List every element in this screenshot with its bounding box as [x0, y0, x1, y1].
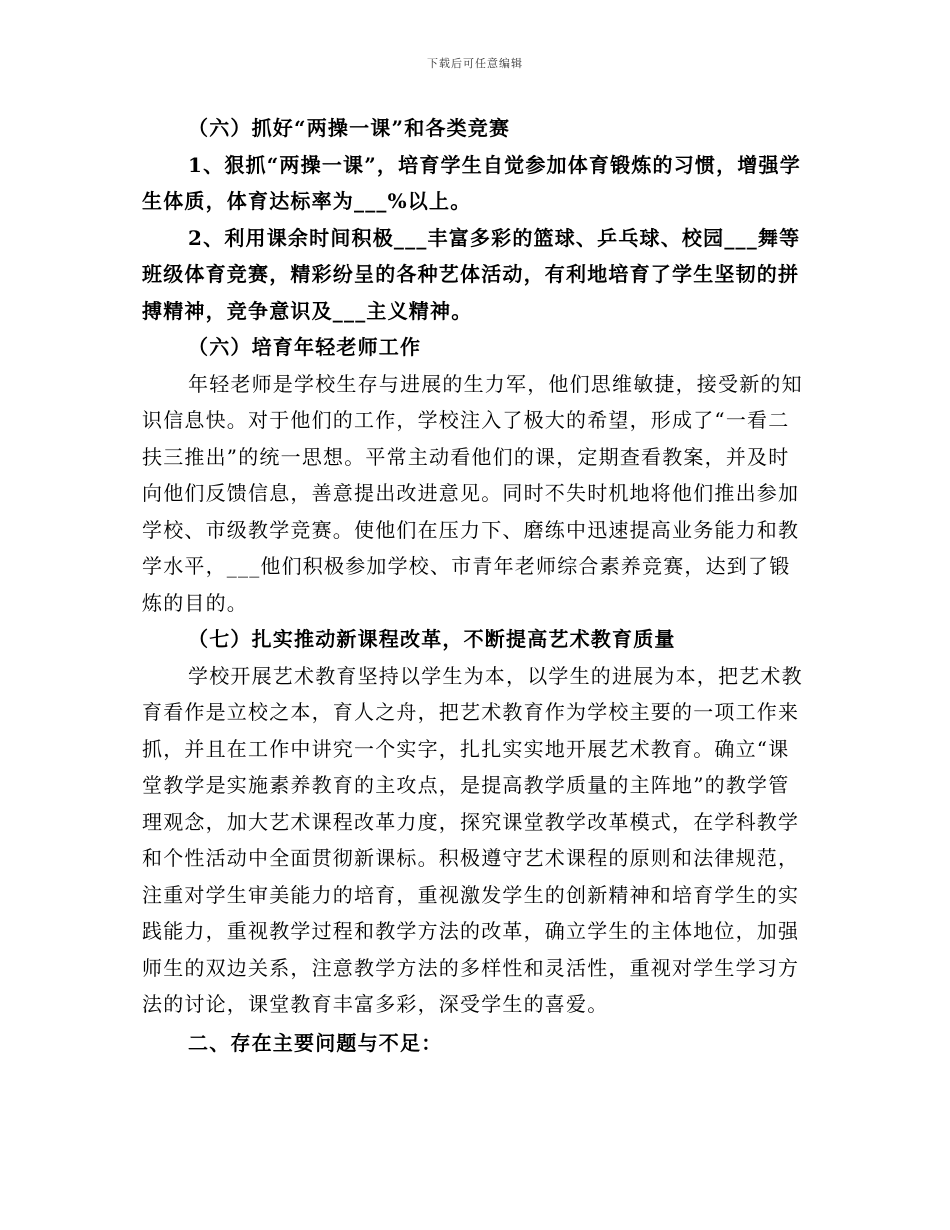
section-heading-seven: （七）扎实推动新课程改革，不断提高艺术教育质量 — [188, 627, 676, 651]
paragraph-seven-1: 学校开展艺术教育坚持以学生为本，以学生的进展为本，把艺术教育看作是立校之本，育人之舟，把艺术教育作为学校主要的一项工作来抓，并且在工作中讲究一个实字，扎扎实实地开展艺术教育。确立“课堂教学是实施素养教育的主攻点，是提高教学质量的主阵地”的教学管理观念，加大艺术课程改革力度，探究课堂教学改革模式，在学科教学和个性活动中全面贯彻新课标。积极遵守艺术课程的原则和法律规范，注重对学生审美能力的培育，重视激发学生的创新精神和培育学生的实践能力，重视教学过程和教学方法的改革，确立学生的主体地位，加强师生的双边关系，注意教学方法的多样性和灵活性，重视对学生学习方法的讨论，课堂教育丰富多彩，深受学生的喜爱。 — [142, 663, 803, 1016]
paragraph-six-a-2: 2、利用课余时间积极___丰富多彩的篮球、乒乓球、校园___舞等班级体育竞赛，精彩纷呈的各种艺体活动，有利地培育了学生坚韧的拼搏精神，竞争意识及___主义精神。 — [142, 225, 801, 323]
page-header: 下载后可任意编辑 — [427, 57, 523, 70]
document-body — [142, 110, 810, 1061]
paragraph-six-a-1: 1、狠抓“两操一课”，培育学生自觉参加体育锻炼的习惯，增强学生体质，体育达标率为___%以上。 — [142, 152, 801, 213]
section-heading-six-b: （六）培育年轻老师工作 — [188, 335, 422, 359]
section-heading-six-a: （六）抓好“两操一课”和各类竞赛 — [188, 116, 511, 140]
section-heading-two: 二、存在主要问题与不足： — [188, 1030, 443, 1055]
paragraph-six-b-1: 年轻老师是学校生存与进展的生力军，他们思维敏捷，接受新的知识信息快。对于他们的工作，学校注入了极大的希望，形成了“一看二扶三推出”的统一思想。平常主动看他们的课，定期查看教案，并及时向他们反馈信息，善意提出改进意见。同时不失时机地将他们推出参加学校、市级教学竞赛。使他们在压力下、磨练中迅速提高业务能力和教学水平，___他们积极参加学校、市青年老师综合素养竞赛，达到了锻炼的目的。 — [142, 371, 803, 615]
